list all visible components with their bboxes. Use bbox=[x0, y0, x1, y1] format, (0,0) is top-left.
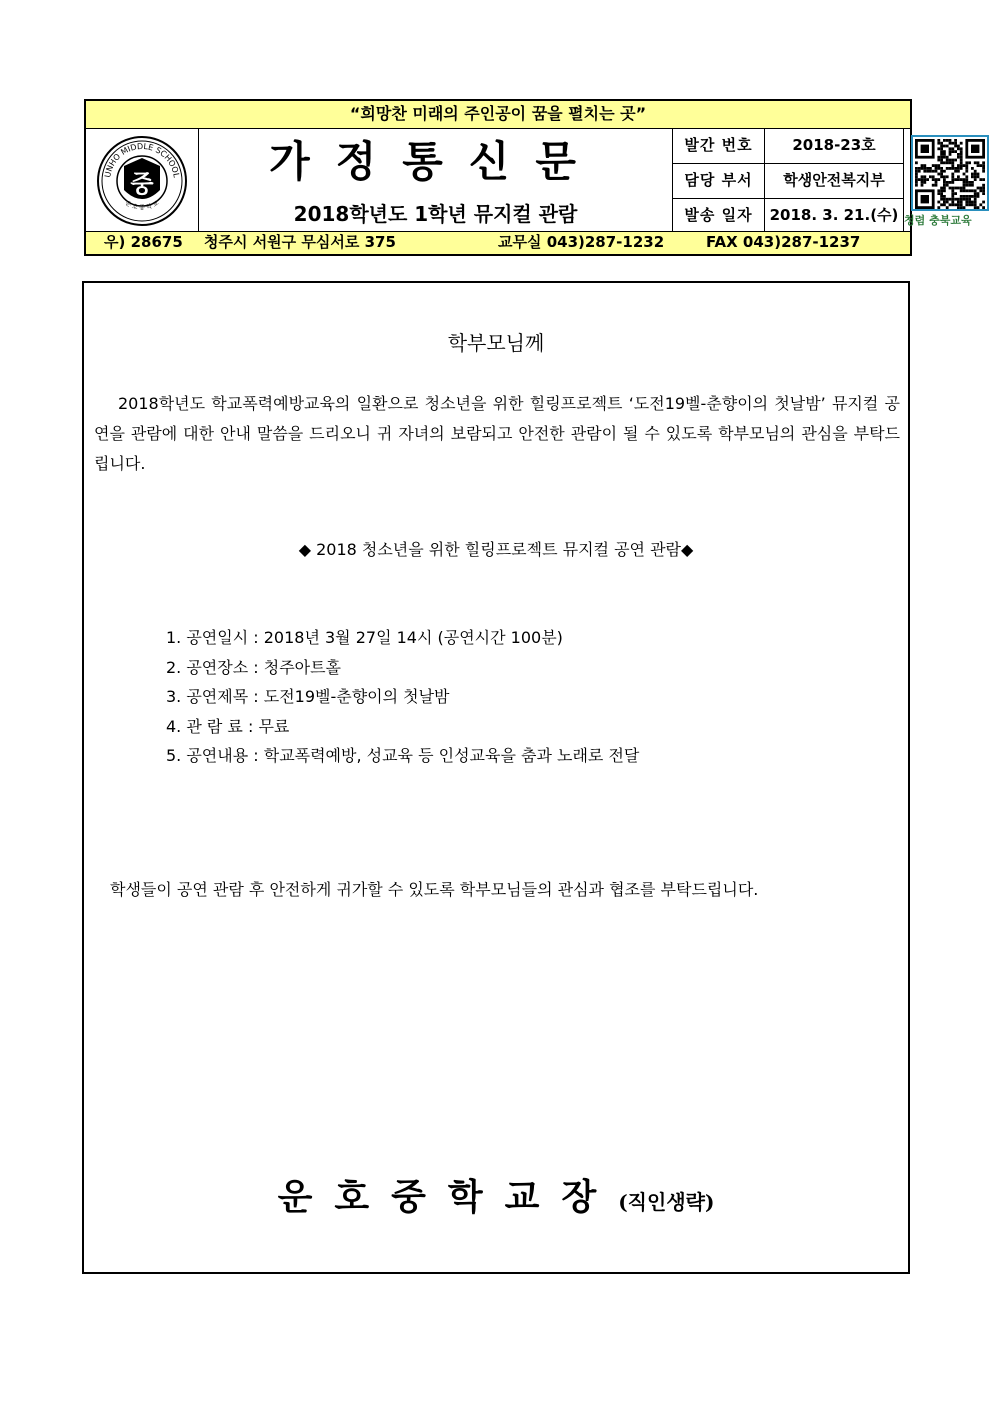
greeting: 학부모님께 bbox=[447, 331, 545, 355]
logo-center-glyph: 중 bbox=[130, 170, 154, 198]
list-item: 4. 관 람 료 : 무료 bbox=[166, 716, 290, 736]
list-item: 1. 공연일시 : 2018년 3월 27일 14시 (공연시간 100분) bbox=[166, 628, 563, 647]
info-label: 발송 일자 bbox=[673, 198, 765, 234]
newsletter-subtitle: 2018학년도 1학년 뮤지컬 관람 bbox=[293, 202, 578, 226]
issue-info-table bbox=[673, 128, 904, 234]
event-details-list bbox=[166, 623, 639, 771]
address-bar bbox=[86, 231, 910, 254]
info-label: 담당 부서 bbox=[673, 163, 765, 198]
logo-bottom-text: 운 호 중 학 교 bbox=[123, 199, 161, 212]
info-value: 학생안전복지부 bbox=[783, 171, 885, 189]
qr-cell bbox=[904, 128, 972, 234]
postal-code: 우) 28675 bbox=[104, 233, 183, 251]
newsletter-title: 가정통신문 bbox=[269, 137, 602, 186]
school-motto: “희망찬 미래의 주인공이 꿈을 펼치는 곳” bbox=[86, 101, 910, 129]
school-emblem-icon bbox=[86, 128, 199, 234]
info-row-issue-number bbox=[673, 128, 903, 164]
info-value: 2018-23호 bbox=[792, 136, 876, 154]
closing-paragraph: 학생들이 공연 관람 후 안전하게 귀가할 수 있도록 학부모님들의 관심과 협조를 부탁드립니다. bbox=[110, 880, 759, 899]
seal-omitted-note: (직인생략) bbox=[618, 1190, 715, 1214]
info-row-send-date bbox=[673, 198, 903, 234]
info-row-department bbox=[673, 163, 903, 199]
info-label: 발간 번호 bbox=[673, 128, 765, 163]
svg-text:운 호 중 학 교 bbox=[124, 200, 161, 212]
school-logo-cell bbox=[86, 128, 199, 234]
principal-signature bbox=[84, 1169, 908, 1220]
section-title: ◆ 2018 청소년을 위한 힐링프로젝트 뮤지컬 공연 관람◆ bbox=[298, 540, 694, 559]
qr-caption: 청렴 충북교육 bbox=[904, 214, 972, 227]
fax-number: FAX 043)287-1237 bbox=[706, 233, 861, 251]
signature-name: 운호중학교장 bbox=[277, 1176, 619, 1218]
title-cell bbox=[199, 128, 673, 234]
list-item: 2. 공연장소 : 청주아트홀 bbox=[166, 657, 342, 677]
office-phone: 교무실 043)287-1232 bbox=[498, 233, 665, 251]
header-main-row bbox=[86, 128, 972, 234]
newsletter-header bbox=[84, 99, 972, 256]
list-item: 5. 공연내용 : 학교폭력예방, 성교육 등 인성교육을 춤과 노래로 전달 bbox=[166, 746, 640, 765]
qr-code-icon[interactable] bbox=[911, 135, 989, 211]
list-item: 3. 공연제목 : 도전19벨-춘향이의 첫날밤 bbox=[166, 687, 450, 706]
street-address: 청주시 서원구 무심서로 375 bbox=[204, 233, 396, 251]
intro-paragraph: 2018학년도 학교폭력예방교육의 일환으로 청소년을 위한 힐링프로젝트 ‘도전19벨-춘향이의 첫날밤’ 뮤지컬 공연을 관람에 대한 안내 말씀을 드리오니 귀 자녀의 보람되고 안전한 관람이 될 수 있도록 학부모님의 관심을 부탁드립니다. bbox=[94, 394, 900, 473]
logo-ring-text: UNHO MIDDLE SCHOOL bbox=[103, 141, 181, 179]
letter-body bbox=[82, 281, 910, 1274]
info-value: 2018. 3. 21.(수) bbox=[769, 206, 899, 224]
